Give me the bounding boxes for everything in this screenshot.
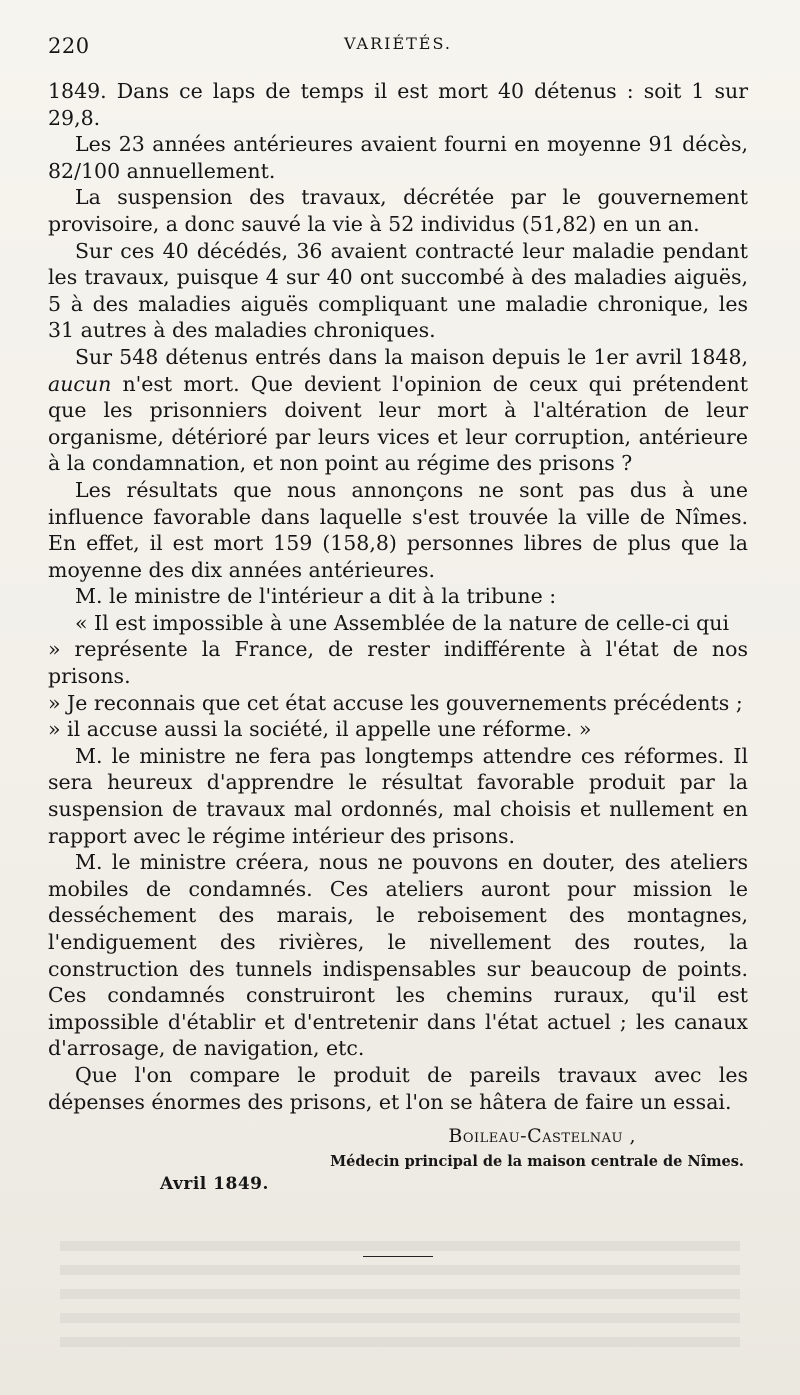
- signature-affiliation: Médecin principal de la maison centrale de Nîmes.: [330, 1153, 744, 1171]
- paragraph: 1849. Dans ce laps de temps il est mort 40 détenus : soit 1 sur 29,8.: [48, 79, 748, 130]
- paragraph: La suspension des travaux, décrétée par le gouvernement provisoire, a donc sauvé la vie à 52 individus (51,82) en un an.: [48, 185, 748, 236]
- paragraph: M. le ministre de l'intérieur a dit à la tribune :: [75, 584, 557, 609]
- section-divider: [363, 1256, 433, 1257]
- quote-line: » il accuse aussi la société, il appelle une réforme. »: [48, 717, 592, 742]
- paragraph: M. le ministre créera, nous ne pouvons en douter, des ateliers mobiles de condamnés. Ces ateliers auront pour mission le desséchement des marais, le reboisement des montagnes, l'endiguement des rivières, le nivellement des routes, la construction des tunnels indispensables sur beaucoup de points. Ces condamnés construiront les chemins ruraux, qu'il est impossible d'établir et d'entretenir dans l'état actuel ; les canaux d'arrosage, de navigation, etc.: [48, 850, 748, 1061]
- paragraph: M. le ministre ne fera pas longtemps attendre ces réformes. Il sera heureux d'apprendre le résultat favorable produit par la suspension de travaux mal ordonnés, mal choisis et nullement en rapport avec le régime intérieur des prisons.: [48, 743, 748, 848]
- page-header: [48, 34, 748, 74]
- paragraph: Les résultats que nous annonçons ne sont pas dus à une influence favorable dans laquelle s'est trouvée la ville de Nîmes. En effet, il est mort 159 (158,8) personnes libres de plus que la moyenne des dix années antérieures.: [48, 477, 748, 582]
- paragraph: [48, 344, 748, 477]
- quote-line: « Il est impossible à une Assemblée de la nature de celle-ci qui: [75, 610, 730, 635]
- quote-line: » représente la France, de rester indifférente à l'état de nos prisons.: [48, 637, 748, 689]
- paragraph-text: n'est mort. Que devient l'opinion de ceux qui prétendent que les prisonniers doivent leur mort à l'altération de leur organisme, détérioré par leurs vices et leur corruption, antérieure à la condamnation, et non point au régime des prisons ?: [48, 371, 748, 476]
- emphasis-word: aucun: [48, 371, 112, 396]
- page-number: 220: [48, 34, 90, 58]
- paragraph: Que l'on compare le produit de pareils travaux avec les dépenses énormes des prisons, et l'on se hâtera de faire un essai.: [48, 1062, 748, 1114]
- running-title: VARIÉTÉS.: [344, 34, 452, 53]
- quote-line: » Je reconnais que cet état accuse les gouvernements précédents ;: [48, 690, 743, 715]
- show-through-texture: [60, 1227, 740, 1347]
- signature-name: Boileau-Castelnau ,: [448, 1125, 636, 1148]
- paragraph: Les 23 années antérieures avaient fourni en moyenne 91 décès, 82/100 annuellement.: [48, 132, 748, 183]
- paragraph: Sur ces 40 décédés, 36 avaient contracté leur maladie pendant les travaux, puisque 4 sur 40 ont succombé à des maladies aiguës, 5 à des maladies aiguës compliquant une maladie chronique, les 31 autres à des maladies chroniques.: [48, 238, 748, 343]
- paragraph-text: Sur 548 détenus entrés dans la maison depuis le 1er avril 1848,: [75, 344, 748, 369]
- date-line: Avril 1849.: [160, 1174, 269, 1195]
- body-text: [48, 78, 748, 1115]
